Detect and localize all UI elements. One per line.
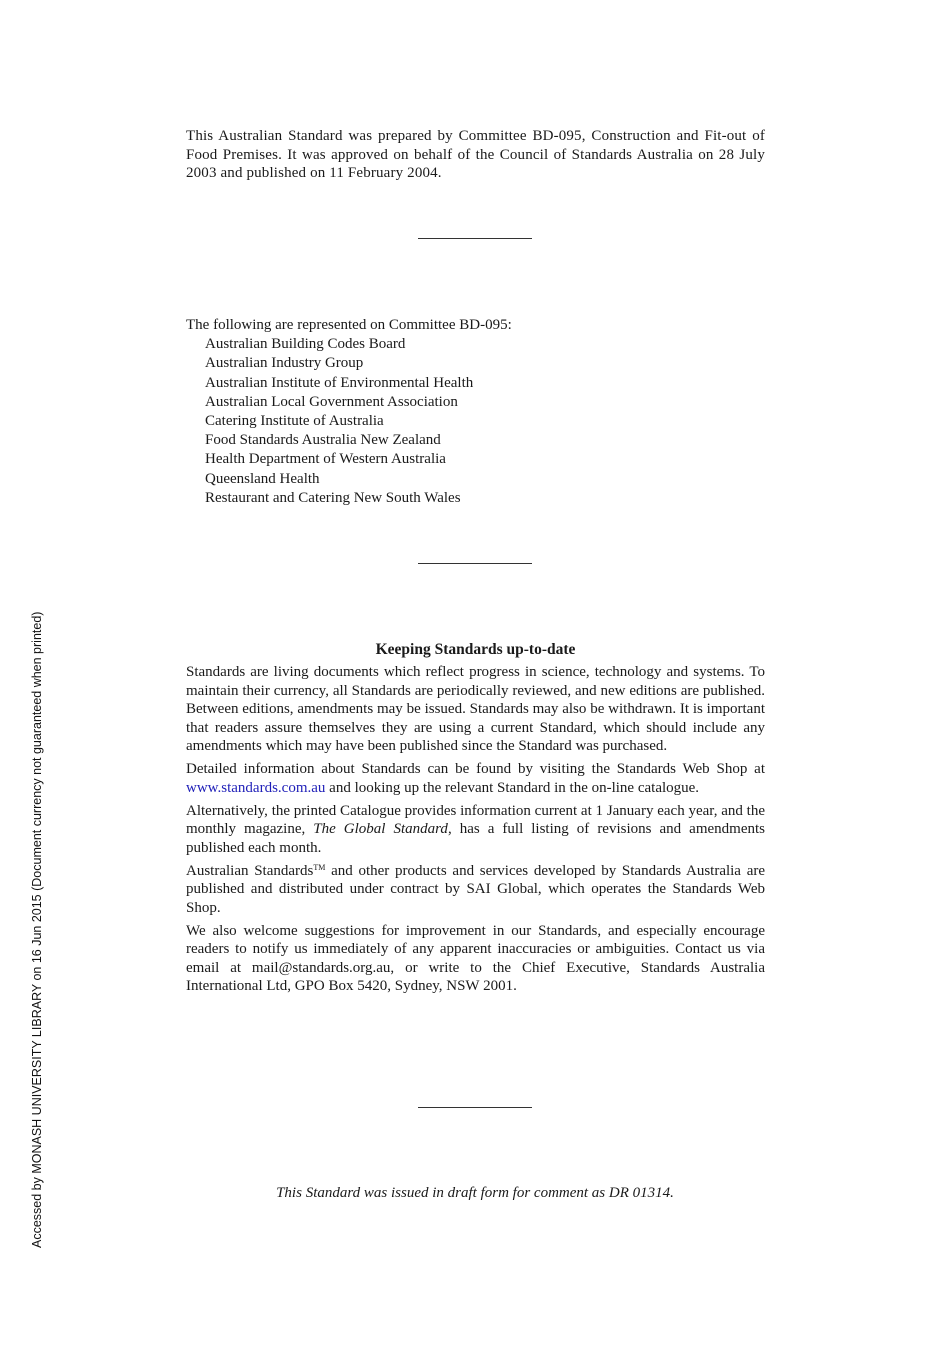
section-divider — [418, 1107, 532, 1108]
approval-statement — [186, 127, 765, 183]
paragraph-living-documents — [186, 663, 765, 756]
committee-member: Restaurant and Catering New South Wales — [205, 489, 461, 506]
paragraph-text: , has a full listing of revisions and amendments published each month. — [186, 821, 765, 856]
paragraph-text: and other products and services developed by Standards Australia are published and distributed under contract by SAI Global, which operates the Standards Web Shop. — [186, 862, 766, 916]
access-watermark: Accessed by MONASH UNIVERSITY LIBRARY on 16 Jun 2015 (Document currency not guaranteed when printed) — [30, 611, 44, 1248]
trademark-symbol: TM — [313, 862, 326, 872]
committee-member: Australian Local Government Association — [205, 393, 458, 410]
paragraph-text: Alternatively, the printed Catalogue provides information current at 1 January each year, and the monthly magazine, — [186, 802, 765, 837]
paragraph-text: and looking up the relevant Standard in the on-line catalogue. — [325, 779, 700, 796]
committee-representation — [186, 316, 765, 508]
approval-text: This Australian Standard was prepared by Committee BD-095, Construction and Fit-out of Food Premises. It was approved on behalf of the Council of Standards Australia on 28 July 2003 and published on 11 February 2004. — [186, 128, 765, 181]
committee-member: Australian Industry Group — [205, 355, 364, 372]
magazine-title: The Global Standard — [313, 821, 448, 837]
paragraph-text: Australian Standards — [186, 862, 314, 879]
standards-website-link[interactable]: www.standards.com.au — [186, 779, 326, 796]
paragraph-text: Detailed information about Standards can be found by visiting the Standards Web Shop at — [186, 761, 765, 777]
committee-member: Australian Building Codes Board — [205, 336, 406, 353]
paragraph-suggestions — [186, 922, 765, 996]
committee-member-list — [186, 335, 765, 508]
committee-member: Health Department of Western Australia — [205, 451, 446, 468]
committee-member: Australian Institute of Environmental Health — [205, 374, 474, 391]
paragraph-catalogue — [186, 802, 765, 858]
paragraph-web-shop — [186, 760, 765, 797]
committee-intro: The following are represented on Committee BD-095: — [186, 317, 512, 333]
committee-member: Queensland Health — [205, 470, 320, 487]
paragraph-sai-global — [186, 862, 765, 918]
section-divider — [418, 563, 532, 564]
keeping-standards-section — [186, 640, 765, 1000]
draft-note-text: This Standard was issued in draft form for comment as DR 01314. — [276, 1185, 674, 1201]
draft-note — [0, 1184, 950, 1203]
section-divider — [418, 238, 532, 239]
section-heading: Keeping Standards up-to-date — [375, 641, 576, 658]
paragraph-text: We also welcome suggestions for improvement in our Standards, and especially encourage readers to notify us immediately of any apparent inaccuracies or ambiguities. Contact us via email at mail@standards.org.au, or write to the Chief Executive, Standards Australia International Ltd, GPO Box 5420, Sydney, NSW 2001. — [186, 922, 765, 994]
paragraph-text: Standards are living documents which reflect progress in science, technology and systems. To maintain their currency, all Standards are periodically reviewed, and new editions are published. Between editions, amendments may be issued. Standards may also be withdrawn. It is important that readers assure themselves they are using a current Standard, which should include any amendments which may have been published since the Standard was purchased. — [186, 664, 765, 754]
committee-member: Catering Institute of Australia — [205, 413, 384, 430]
committee-member: Food Standards Australia New Zealand — [205, 432, 441, 449]
